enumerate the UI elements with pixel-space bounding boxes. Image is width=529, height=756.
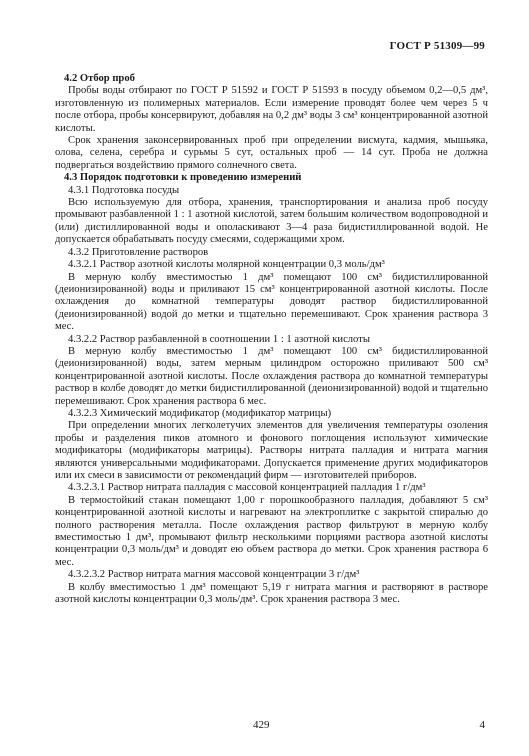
paragraph: В мерную колбу вместимостью 1 дм³ помещают 100 см³ бидистиллированной (деионизированной) воды и приливают 15 см³ концентрированной азотной кислоты. После охлаждения до комнатной температуры доводят раствор бидистиллированной (деионизированной) водой до метки и тщательно перемешивают. Срок хранения раствора 3 мес. [55, 271, 488, 333]
paragraph: В термостойкий стакан помещают 1,00 г порошкообразного палладия, добавляют 5 см³ концентрированной азотной кислоты и нагревают на электроплитке с закрытой спиралью до полного растворения металла. После охлаждения раствор фильтруют в мерную колбу вместимостью 1 дм³, промывают фильтр несколькими порциями раствора азотной кислоты концентрации 0,3 моль/дм³ и доводят ею объем раствора до метки. Срок хранения раствора 6 мес. [55, 494, 488, 568]
standard-header: ГОСТ Р 51309—99 [389, 40, 485, 52]
paragraph: В мерную колбу вместимостью 1 дм³ помещают 100 см³ бидистиллированной (деионизированной) воды, затем мерным цилиндром осторожно приливают 500 см³ концентрированной азотной кислоты. После охлаждения раствора до комнатной температуры раствор в колбе доводят до метки бидистиллированной (деионизированной) водой и тщательно перемешивают. Срок хранения раствора 6 мес. [55, 345, 488, 407]
subsection-title: 4.3.1 Подготовка посуды [68, 184, 180, 196]
subsection-title: 4.3.2.3 Химический модификатор (модификатор матрицы) [68, 407, 332, 419]
section-heading-4-3: 4.3 Порядок подготовки к проведению измерений [64, 172, 302, 184]
paragraph: В колбу вместимостью 1 дм³ помещают 5,19 г нитрата магния и растворяют в растворе азотной кислоты концентрации 0,3 моль/дм³. Срок хранения раствора 3 мес. [55, 581, 488, 606]
document-body [55, 73, 488, 606]
paragraph: Пробы воды отбирают по ГОСТ Р 51592 и ГОСТ Р 51593 в посуду объемом 0,2—0,5 дм³, изготовленную из полимерных материалов. Если измерение проводят более чем через 5 ч после отбора, пробы консервируют, добавляя на 0,2 дм³ воды 3 см³ концентрированной азотной кислоты. [55, 85, 488, 134]
paragraph: Всю используемую для отбора, хранения, транспортирования и анализа проб посуду промывают разбавленной 1 : 1 азотной кислотой, затем большим количеством водопроводной и (или) дистиллированной воды и ополаскивают 3—4 раза бидистиллированной водой. Не допускается обрабатывать посуду смесями, содержащими хром. [55, 197, 488, 246]
subsection-title: 4.3.2.3.2 Раствор нитрата магния массовой концентрации 3 г/дм³ [68, 569, 360, 581]
page-number: 429 [253, 719, 270, 731]
subsection-title: 4.3.2 Приготовление растворов [68, 246, 209, 258]
subsection-title: 4.3.2.1 Раствор азотной кислоты молярной концентрации 0,3 моль/дм³ [68, 259, 385, 271]
paragraph: Срок хранения законсервированных проб при определении висмута, кадмия, мышьяка, олова, селена, серебра и сурьмы 5 сут, остальных проб — 14 сут. Проба не должна подвергаться воздействию прямого солнечного света. [55, 135, 488, 171]
subsection-title: 4.3.2.2 Раствор разбавленной в соотношении 1 : 1 азотной кислоты [68, 333, 370, 345]
subsection-title: 4.3.2.3.1 Раствор нитрата палладия с массовой концентрацией палладия 1 г/дм³ [68, 482, 426, 494]
section-heading-4-2: 4.2 Отбор проб [64, 73, 135, 84]
paragraph: При определении многих легколетучих элементов для увеличения температуры озоления пробы и разделения пиков атомного и фонового поглощения используют химические модификаторы (модификаторы матрицы). Растворы нитрата палладия и нитрата магния являются универсальными модификаторами. Допускается применение других модификаторов или их смеси в зависимости от рекомендаций фирм — изготовителей приборов. [55, 420, 488, 481]
sheet-number: 4 [479, 719, 485, 731]
